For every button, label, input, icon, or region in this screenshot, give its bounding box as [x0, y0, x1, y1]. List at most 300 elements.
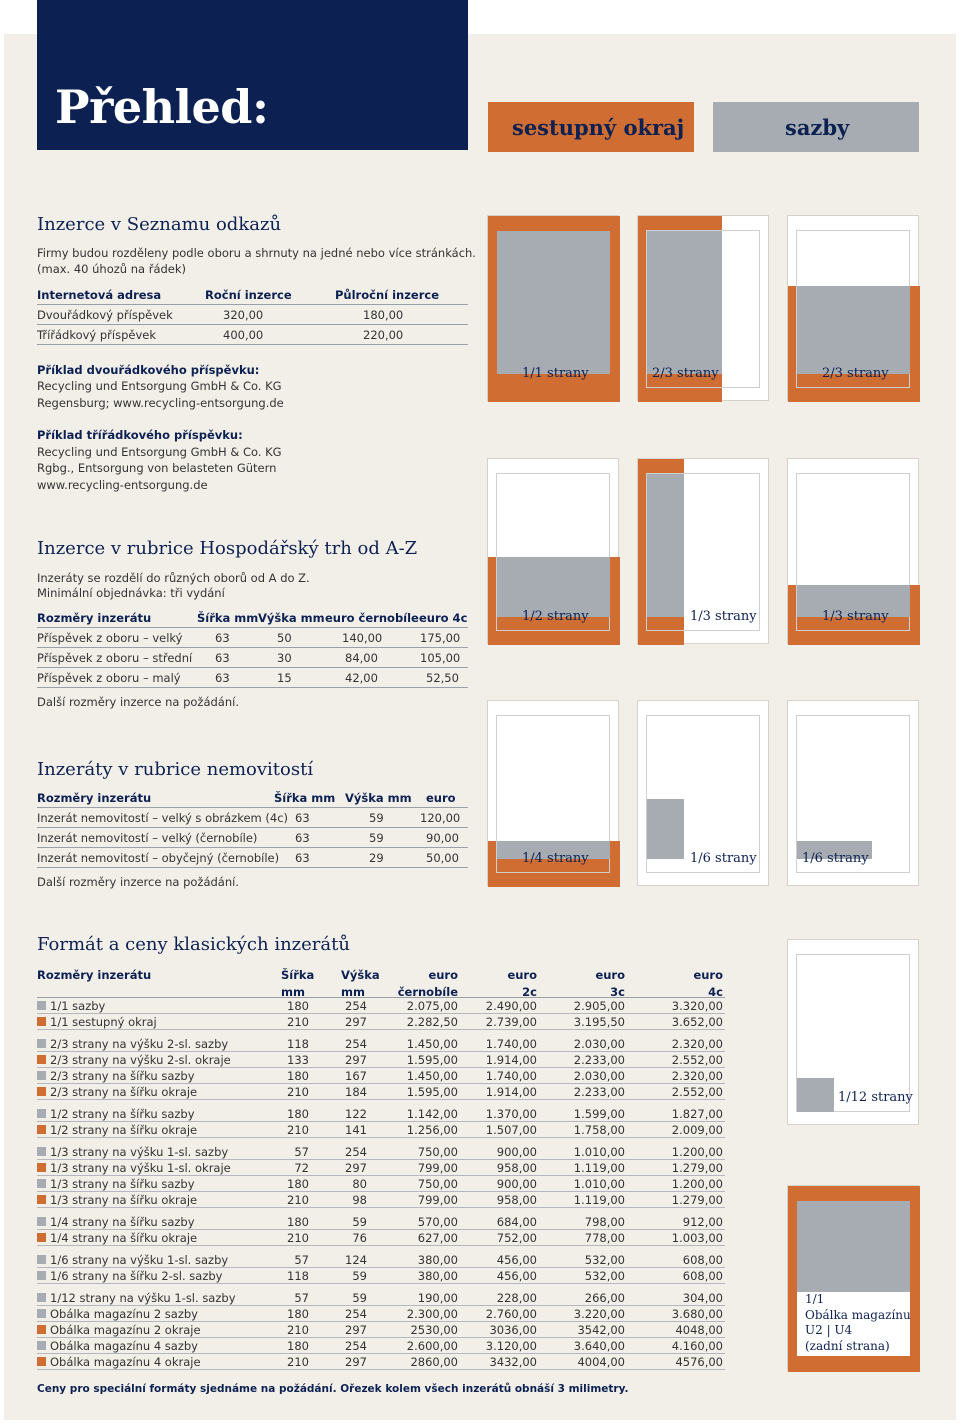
table-row	[37, 1306, 725, 1322]
cell-c3: 1.010,00	[573, 1177, 625, 1191]
cell-h: 297	[345, 1355, 367, 1369]
cell-w: 210	[287, 1323, 309, 1337]
cell: 50	[277, 631, 292, 645]
cell-name: 1/3 strany na šířku okraje	[50, 1193, 198, 1207]
col-header: Půlroční inzerce	[335, 288, 439, 302]
table-row	[37, 1014, 725, 1030]
directory-intro-1: Firmy budou rozděleny podle oboru a shrnuty na jedné nebo více stránkách.	[37, 246, 476, 260]
col-header-line: 3c	[610, 985, 625, 999]
cell-c2: 958,00	[496, 1193, 537, 1207]
cell-w: 180	[287, 1177, 309, 1191]
table-body	[37, 998, 725, 1370]
bleed-marker	[37, 1195, 46, 1204]
cell-name: 1/4 strany na šířku sazby	[50, 1215, 195, 1229]
col-header-line: 4c	[708, 985, 723, 999]
thumb-third-vertical	[637, 458, 769, 644]
cell-c3: 2.233,00	[573, 1053, 625, 1067]
cell-c3: 266,00	[584, 1291, 625, 1305]
thumb-full-page	[487, 215, 619, 401]
cover-line: (zadní strana)	[805, 1338, 890, 1353]
cell-w: 180	[287, 1215, 309, 1229]
table-row	[37, 1160, 725, 1176]
col-header: Roční inzerce	[205, 288, 292, 302]
col-header: euro černobíle	[325, 611, 419, 625]
type-area	[647, 231, 722, 374]
thumb-quarter-page	[487, 700, 619, 886]
cell-name: Obálka magazínu 4 okraje	[50, 1355, 201, 1369]
cell: 29	[369, 851, 384, 865]
cell-h: 80	[352, 1177, 367, 1191]
cell-h: 141	[345, 1123, 367, 1137]
col-header-line: Výška	[341, 968, 380, 982]
cell-c4: 1.200,00	[671, 1145, 723, 1159]
table-header-row	[37, 285, 468, 305]
section-heading-classic: Formát a ceny klasických inzerátů	[37, 934, 350, 955]
col-header: Výška mm	[345, 791, 412, 805]
cell-w: 118	[287, 1269, 309, 1283]
cover-line: Obálka magazínu	[805, 1307, 911, 1322]
cell-c3: 3.220,00	[573, 1307, 625, 1321]
cell-c3: 532,00	[584, 1269, 625, 1283]
cell-c4: 4048,00	[675, 1323, 723, 1337]
cell: 63	[215, 631, 230, 645]
cell: 52,50	[426, 671, 459, 685]
cell-h: 254	[345, 1307, 367, 1321]
cell-h: 254	[345, 1339, 367, 1353]
cell-w: 57	[294, 1253, 309, 1267]
cell-c4: 2.320,00	[671, 1069, 723, 1083]
cell-h: 254	[345, 1145, 367, 1159]
col-header: euro 4c	[419, 611, 468, 625]
cell-bw: 2.282,50	[406, 1015, 458, 1029]
cell-c2: 228,00	[496, 1291, 537, 1305]
table-row	[37, 1106, 725, 1122]
col-header-2c	[477, 967, 537, 1001]
cell-c2: 1.914,00	[485, 1085, 537, 1099]
col-header-line: 2c	[522, 985, 537, 999]
cell-c4: 304,00	[682, 1291, 723, 1305]
table-row	[37, 1144, 725, 1160]
classic-price-table	[37, 964, 725, 1370]
bleed-marker	[37, 1233, 46, 1242]
table-row	[37, 648, 468, 668]
thumb-two-thirds-vertical	[637, 215, 769, 401]
col-header-line: mm	[281, 985, 305, 999]
cell: 63	[295, 851, 310, 865]
thumb-label-cover	[797, 1292, 910, 1356]
thumb-label: 1/1 strany	[522, 366, 589, 381]
cell-h: 297	[345, 1161, 367, 1175]
cell-bw: 2530,00	[410, 1323, 458, 1337]
cell-bw: 1.595,00	[406, 1085, 458, 1099]
cell-name: 1/1 sazby	[50, 999, 106, 1013]
table-row	[37, 998, 725, 1014]
col-header: Rozměry inzerátu	[37, 791, 152, 805]
cell: 320,00	[223, 308, 264, 322]
table-header-row	[37, 608, 468, 628]
type-area	[647, 474, 684, 617]
table-row	[37, 1290, 725, 1306]
cell: 42,00	[345, 671, 378, 685]
section-heading-market: Inzerce v rubrice Hospodářský trh od A-Z	[37, 538, 418, 559]
cell-h: 184	[345, 1085, 367, 1099]
cell: 220,00	[363, 328, 404, 342]
cell-w: 180	[287, 999, 309, 1013]
cell-c4: 3.680,00	[671, 1307, 723, 1321]
cell-c4: 2.009,00	[671, 1123, 723, 1137]
cell-bw: 2.075,00	[406, 999, 458, 1013]
cell-h: 254	[345, 999, 367, 1013]
cell-bw: 1.450,00	[406, 1069, 458, 1083]
cell-c2: 3036,00	[489, 1323, 537, 1337]
col-header-line: euro	[693, 968, 723, 982]
cell-bw: 2.300,00	[406, 1307, 458, 1321]
cell: 63	[215, 671, 230, 685]
cell: 63	[215, 651, 230, 665]
section-heading-realestate: Inzeráty v rubrice nemovitostí	[37, 759, 314, 780]
cell-bw: 1.450,00	[406, 1037, 458, 1051]
cell: Inzerát nemovitostí – velký (černobíle)	[37, 831, 258, 845]
cell-w: 210	[287, 1231, 309, 1245]
cell-bw: 627,00	[417, 1231, 458, 1245]
thumb-two-thirds-horizontal	[787, 215, 919, 401]
cell-w: 210	[287, 1193, 309, 1207]
type-area-marker	[37, 1039, 46, 1048]
cell-c2: 2.760,00	[485, 1307, 537, 1321]
thumb-label: 1/6 strany	[802, 851, 869, 866]
cell-w: 72	[294, 1161, 309, 1175]
cell: 59	[369, 811, 384, 825]
example3-line-3: www.recycling-entsorgung.de	[37, 478, 208, 492]
table-row	[37, 1338, 725, 1354]
bleed-marker	[37, 1125, 46, 1134]
type-area	[497, 557, 610, 617]
cell-w: 118	[287, 1037, 309, 1051]
cell: Příspěvek z oboru – velký	[37, 631, 183, 645]
cell-c3: 3542,00	[577, 1323, 625, 1337]
cell-w: 57	[294, 1291, 309, 1305]
cell: 120,00	[420, 811, 461, 825]
example3-line-2: Rgbg., Entsorgung von belasteten Gütern	[37, 461, 277, 475]
col-header-height	[341, 967, 381, 1001]
cell-bw: 1.595,00	[406, 1053, 458, 1067]
type-area	[797, 286, 910, 374]
col-header: euro	[426, 791, 456, 805]
cell-c3: 1.119,00	[573, 1161, 625, 1175]
cell-w: 133	[287, 1053, 309, 1067]
cell-c2: 684,00	[496, 1215, 537, 1229]
cell: 15	[277, 671, 292, 685]
cell-c4: 2.552,00	[671, 1085, 723, 1099]
cell-c4: 912,00	[682, 1215, 723, 1229]
cell-c3: 3.640,00	[573, 1339, 625, 1353]
type-area-marker	[37, 1147, 46, 1156]
col-header: Rozměry inzerátu	[37, 968, 152, 982]
cell-h: 59	[352, 1291, 367, 1305]
example3-line-1: Recycling und Entsorgung GmbH & Co. KG	[37, 445, 282, 459]
table-row	[37, 848, 468, 868]
cell-name: 2/3 strany na výšku 2-sl. sazby	[50, 1037, 229, 1051]
table-row	[37, 1230, 725, 1246]
col-header-line: euro	[595, 968, 625, 982]
table-header-row	[37, 788, 468, 808]
cell-c4: 3.320,00	[671, 999, 723, 1013]
cell-bw: 190,00	[417, 1291, 458, 1305]
cell-c3: 4004,00	[577, 1355, 625, 1369]
table-row	[37, 1322, 725, 1338]
thumb-label: 1/4 strany	[522, 851, 589, 866]
cell-c4: 2.552,00	[671, 1053, 723, 1067]
cell-bw: 2.600,00	[406, 1339, 458, 1353]
cell-c2: 900,00	[496, 1145, 537, 1159]
cell-c2: 1.740,00	[485, 1069, 537, 1083]
cell-name: 2/3 strany na výšku 2-sl. okraje	[50, 1053, 231, 1067]
cell: 50,00	[426, 851, 459, 865]
table-row	[37, 1192, 725, 1208]
cell: 63	[295, 831, 310, 845]
cell-name: 1/3 strany na šířku sazby	[50, 1177, 195, 1191]
cell-c2: 2.490,00	[485, 999, 537, 1013]
table-row	[37, 1068, 725, 1084]
table-row	[37, 1036, 725, 1052]
thumb-sixth-horizontal	[787, 700, 919, 886]
directory-intro-2: (max. 40 úhozů na řádek)	[37, 262, 187, 276]
cell-name: Obálka magazínu 4 sazby	[50, 1339, 198, 1353]
col-header-line: Šířka	[281, 968, 315, 982]
cell-h: 59	[352, 1215, 367, 1229]
cell-c4: 2.320,00	[671, 1037, 723, 1051]
cell-h: 76	[352, 1231, 367, 1245]
cell-bw: 750,00	[417, 1177, 458, 1191]
example2-title: Příklad dvouřádkového příspěvku:	[37, 363, 260, 377]
example3-title: Příklad třířádkového příspěvku:	[37, 428, 243, 442]
cell-w: 180	[287, 1069, 309, 1083]
cell: Dvouřádkový příspěvek	[37, 308, 173, 322]
cell-bw: 380,00	[417, 1253, 458, 1267]
table-row	[37, 828, 468, 848]
type-area-marker	[37, 1341, 46, 1350]
legend-type-area: sazby	[713, 102, 919, 152]
cell-name: 1/3 strany na výšku 1-sl. sazby	[50, 1145, 229, 1159]
example2-line-1: Recycling und Entsorgung GmbH & Co. KG	[37, 379, 282, 393]
cell-c4: 1.279,00	[671, 1193, 723, 1207]
cell-w: 180	[287, 1107, 309, 1121]
cell-c3: 2.030,00	[573, 1069, 625, 1083]
cell: Příspěvek z oboru – malý	[37, 671, 181, 685]
cell-c3: 798,00	[584, 1215, 625, 1229]
bleed-marker	[37, 1055, 46, 1064]
thumb-sixth-vertical	[637, 700, 769, 886]
cell-c2: 3.120,00	[485, 1339, 537, 1353]
cell: 30	[277, 651, 292, 665]
table-row	[37, 305, 468, 325]
cell-name: 1/2 strany na šířku sazby	[50, 1107, 195, 1121]
type-area	[797, 1078, 834, 1112]
cell-name: 2/3 strany na šířku okraje	[50, 1085, 198, 1099]
cell: 90,00	[426, 831, 459, 845]
cell-bw: 380,00	[417, 1269, 458, 1283]
cell-c3: 532,00	[584, 1253, 625, 1267]
market-intro-1: Inzeráty se rozdělí do různých oborů od A do Z.	[37, 571, 310, 585]
cell: 63	[295, 811, 310, 825]
cell-c2: 1.370,00	[485, 1107, 537, 1121]
cell-bw: 799,00	[417, 1161, 458, 1175]
cell-c4: 4576,00	[675, 1355, 723, 1369]
table-row	[37, 1084, 725, 1100]
cell-name: 1/6 strany na šířku 2-sl. sazby	[50, 1269, 223, 1283]
example2-line-2: Regensburg; www.recycling-entsorgung.de	[37, 396, 284, 410]
cell: Inzerát nemovitostí – velký s obrázkem (4c)	[37, 811, 289, 825]
cell-w: 57	[294, 1145, 309, 1159]
cell-h: 98	[352, 1193, 367, 1207]
cell: 59	[369, 831, 384, 845]
cell-h: 122	[345, 1107, 367, 1121]
cell-h: 297	[345, 1323, 367, 1337]
cell-c2: 1.914,00	[485, 1053, 537, 1067]
cell-c2: 1.740,00	[485, 1037, 537, 1051]
thumb-half-page	[487, 458, 619, 644]
thumb-label: 1/12 strany	[838, 1090, 913, 1105]
cell: 400,00	[223, 328, 264, 342]
legend-bleed: sestupný okraj	[488, 102, 694, 152]
cell-c2: 3432,00	[489, 1355, 537, 1369]
type-area	[497, 231, 610, 374]
table-row	[37, 1252, 725, 1268]
thumb-label: 1/3 strany	[822, 609, 889, 624]
cell-c4: 1.003,00	[671, 1231, 723, 1245]
col-header-4c	[663, 967, 723, 1001]
type-area-marker	[37, 1179, 46, 1188]
bleed-marker	[37, 1087, 46, 1096]
cell: 84,00	[345, 651, 378, 665]
cell-w: 210	[287, 1015, 309, 1029]
cell-w: 210	[287, 1355, 309, 1369]
col-header: Výška mm	[258, 611, 325, 625]
type-area-marker	[37, 1255, 46, 1264]
cell-name: Obálka magazínu 2 okraje	[50, 1323, 201, 1337]
col-header: Internetová adresa	[37, 288, 162, 302]
cell-c3: 1.599,00	[573, 1107, 625, 1121]
cell-bw: 750,00	[417, 1145, 458, 1159]
table-header-row	[37, 964, 725, 998]
cell-c3: 1.010,00	[573, 1145, 625, 1159]
table-row	[37, 1214, 725, 1230]
cell-h: 167	[345, 1069, 367, 1083]
cell-h: 297	[345, 1053, 367, 1067]
cell-name: 1/1 sestupný okraj	[50, 1015, 157, 1029]
cell-c3: 2.905,00	[573, 999, 625, 1013]
cell-c4: 608,00	[682, 1253, 723, 1267]
market-intro-2: Minimální objednávka: tři vydání	[37, 586, 225, 600]
cell-c2: 900,00	[496, 1177, 537, 1191]
type-area-marker	[37, 1293, 46, 1302]
cell: Příspěvek z oboru – střední	[37, 651, 193, 665]
col-header-line: černobíle	[397, 985, 458, 999]
cover-line: U2 | U4	[805, 1323, 853, 1337]
cell-bw: 799,00	[417, 1193, 458, 1207]
market-note: Další rozměry inzerce na požádání.	[37, 695, 239, 709]
col-header-line: euro	[428, 968, 458, 982]
type-area-marker	[37, 1271, 46, 1280]
cell-c4: 4.160,00	[671, 1339, 723, 1353]
cell-name: 1/12 strany na výšku 1-sl. sazby	[50, 1291, 236, 1305]
col-header-width	[281, 967, 313, 1001]
cell: 175,00	[420, 631, 461, 645]
cell-c4: 1.827,00	[671, 1107, 723, 1121]
cell-c4: 1.279,00	[671, 1161, 723, 1175]
cell-h: 124	[345, 1253, 367, 1267]
thumb-label: 1/3 strany	[690, 609, 757, 624]
cell-h: 297	[345, 1015, 367, 1029]
cell-w: 180	[287, 1339, 309, 1353]
col-header-line: euro	[507, 968, 537, 982]
section-heading-directory: Inzerce v Seznamu odkazů	[37, 214, 282, 235]
table-row	[37, 1354, 725, 1370]
cell-c2: 1.507,00	[485, 1123, 537, 1137]
table-row	[37, 808, 468, 828]
cell: 180,00	[363, 308, 404, 322]
table-row	[37, 325, 468, 345]
cell-h: 254	[345, 1037, 367, 1051]
type-area-marker	[37, 1309, 46, 1318]
directory-table	[37, 285, 468, 345]
cell-c3: 2.030,00	[573, 1037, 625, 1051]
bleed-marker	[37, 1325, 46, 1334]
thumb-label: 2/3 strany	[822, 366, 889, 381]
col-header-bw	[396, 967, 458, 1001]
table-row	[37, 1268, 725, 1284]
cell-h: 59	[352, 1269, 367, 1283]
cell-bw: 2860,00	[410, 1355, 458, 1369]
type-area	[647, 799, 684, 859]
type-area-marker	[37, 1001, 46, 1010]
col-header-line: mm	[341, 985, 365, 999]
cell-c3: 2.233,00	[573, 1085, 625, 1099]
cell-name: 1/2 strany na šířku okraje	[50, 1123, 198, 1137]
cell-c4: 1.200,00	[671, 1177, 723, 1191]
cell-name: 1/4 strany na šířku okraje	[50, 1231, 198, 1245]
cell-name: 1/3 strany na výšku 1-sl. okraje	[50, 1161, 231, 1175]
cell-c4: 3.652,00	[671, 1015, 723, 1029]
cell-c2: 2.739,00	[485, 1015, 537, 1029]
cell: 140,00	[342, 631, 383, 645]
bleed-marker	[37, 1163, 46, 1172]
cell-name: Obálka magazínu 2 sazby	[50, 1307, 198, 1321]
cell-c4: 608,00	[682, 1269, 723, 1283]
cell-c2: 456,00	[496, 1253, 537, 1267]
market-table	[37, 608, 468, 688]
thumb-twelfth	[787, 939, 919, 1125]
thumb-third-horizontal	[787, 458, 919, 644]
col-header: Šířka mm	[274, 791, 336, 805]
type-area-marker	[37, 1217, 46, 1226]
cell: Třířádkový příspěvek	[37, 328, 157, 342]
col-header: Rozměry inzerátu	[37, 611, 152, 625]
cell-c2: 958,00	[496, 1161, 537, 1175]
col-header-3c	[565, 967, 625, 1001]
cell-bw: 1.256,00	[406, 1123, 458, 1137]
bleed-marker	[37, 1357, 46, 1366]
col-header: Šířka mm	[197, 611, 259, 625]
realestate-table	[37, 788, 468, 868]
cell-c3: 3.195,50	[573, 1015, 625, 1029]
cell-c2: 456,00	[496, 1269, 537, 1283]
table-row	[37, 628, 468, 648]
cell: 105,00	[420, 651, 461, 665]
thumb-cover	[787, 1185, 919, 1371]
table-row	[37, 1052, 725, 1068]
title-block	[37, 0, 468, 150]
